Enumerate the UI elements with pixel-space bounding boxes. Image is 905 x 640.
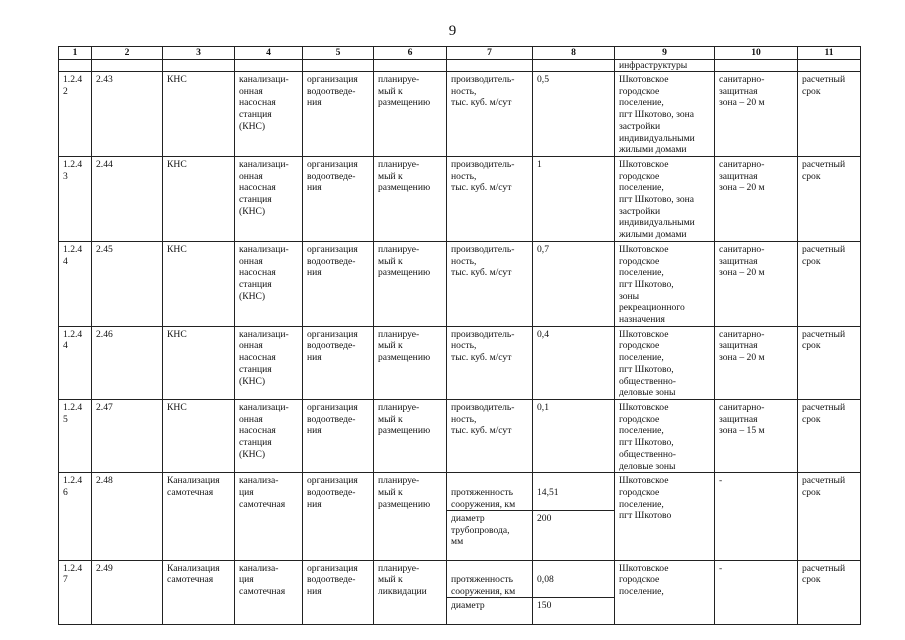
cell-type: канализаци- онная насосная станция (КНС) xyxy=(235,241,303,326)
cell-name: КНС xyxy=(163,399,235,472)
header-cell: 5 xyxy=(303,47,374,60)
cell-zone: санитарно- защитная зона – 20 м xyxy=(715,326,798,399)
cell-status: планируе- мый к размещению xyxy=(374,156,447,241)
cell-characteristic: производитель- ность, тыс. куб. м/сут xyxy=(447,72,533,157)
cell-value xyxy=(533,473,615,561)
cell-index: 2.43 xyxy=(92,72,163,157)
cell-name: Канализация самотечная xyxy=(163,560,235,624)
cell-index: 2.44 xyxy=(92,156,163,241)
header-cell: 7 xyxy=(447,47,533,60)
characteristic-diameter: диаметр xyxy=(451,600,485,612)
cell-name: КНС xyxy=(163,241,235,326)
cell-number: 1.2.4 4 xyxy=(59,326,92,399)
table-cell xyxy=(303,60,374,72)
cell-name: КНС xyxy=(163,326,235,399)
cell-status: планируе- мый к размещению xyxy=(374,399,447,472)
cell-characteristic: производитель- ность, тыс. куб. м/сут xyxy=(447,326,533,399)
cell-term: расчетный срок xyxy=(798,72,861,157)
cell-purpose: организация водоотведе- ния xyxy=(303,156,374,241)
cell-characteristic: производитель- ность, тыс. куб. м/сут xyxy=(447,399,533,472)
table-row xyxy=(59,326,861,399)
header-cell: 3 xyxy=(163,47,235,60)
cell-zone: санитарно- защитная зона – 20 м xyxy=(715,72,798,157)
cell-name: КНС xyxy=(163,156,235,241)
value-diameter: 150 xyxy=(537,600,552,612)
value-length: 0,08 xyxy=(533,572,614,598)
cell-location: Шкотовское городское поселение, пгт Шкотово, общественно- деловые зоны xyxy=(615,326,715,399)
data-table xyxy=(58,46,861,625)
header-cell: 10 xyxy=(715,47,798,60)
continuation-cell: инфраструктуры xyxy=(615,60,715,72)
cell-location: Шкотовское городское поселение, пгт Шкотово, зоны рекреационного назначения xyxy=(615,241,715,326)
cell-location: Шкотовское городское поселение, пгт Шкотово, зона застройки индивидуальными жилыми домами xyxy=(615,156,715,241)
table-row xyxy=(59,473,861,561)
cell-zone: - xyxy=(715,560,798,624)
cell-number: 1.2.4 2 xyxy=(59,72,92,157)
cell-type: канализаци- онная насосная станция (КНС) xyxy=(235,326,303,399)
cell-purpose: организация водоотведе- ния xyxy=(303,241,374,326)
table-cell xyxy=(533,60,615,72)
cell-purpose: организация водоотведе- ния xyxy=(303,72,374,157)
cell-number: 1.2.4 6 xyxy=(59,473,92,561)
table-cell xyxy=(374,60,447,72)
cell-type: канализаци- онная насосная станция (КНС) xyxy=(235,156,303,241)
table-row xyxy=(59,399,861,472)
cell-type: канализаци- онная насосная станция (КНС) xyxy=(235,72,303,157)
table-cell xyxy=(715,60,798,72)
table-row xyxy=(59,560,861,624)
cell-name: Канализация самотечная xyxy=(163,473,235,561)
cell-location: Шкотовское городское поселение, пгт Шкотово, общественно- деловые зоны xyxy=(615,399,715,472)
cell-index: 2.45 xyxy=(92,241,163,326)
header-row xyxy=(59,47,861,60)
table-row xyxy=(59,241,861,326)
cell-number: 1.2.4 7 xyxy=(59,560,92,624)
header-cell: 2 xyxy=(92,47,163,60)
value-diameter: 200 xyxy=(537,512,552,524)
table-cell xyxy=(92,60,163,72)
cell-index: 2.46 xyxy=(92,326,163,399)
table-cell xyxy=(798,60,861,72)
cell-index: 2.47 xyxy=(92,399,163,472)
cell-number: 1.2.4 3 xyxy=(59,156,92,241)
header-cell: 9 xyxy=(615,47,715,60)
cell-type: канализаци- онная насосная станция (КНС) xyxy=(235,399,303,472)
characteristic-diameter: диаметр трубопровода, мм xyxy=(451,512,510,548)
header-cell: 1 xyxy=(59,47,92,60)
cell-index: 2.48 xyxy=(92,473,163,561)
cell-term: расчетный срок xyxy=(798,473,861,561)
cell-number: 1.2.4 5 xyxy=(59,399,92,472)
cell-type: канализа- ция самотечная xyxy=(235,560,303,624)
header-cell: 6 xyxy=(374,47,447,60)
continuation-row xyxy=(59,60,861,72)
cell-type: канализа- ция самотечная xyxy=(235,473,303,561)
cell-status: планируе- мый к размещению xyxy=(374,326,447,399)
table-cell xyxy=(447,60,533,72)
cell-purpose: организация водоотведе- ния xyxy=(303,560,374,624)
header-cell: 4 xyxy=(235,47,303,60)
cell-zone: санитарно- защитная зона – 20 м xyxy=(715,156,798,241)
cell-term: расчетный срок xyxy=(798,156,861,241)
cell-purpose: организация водоотведе- ния xyxy=(303,399,374,472)
cell-characteristic: производитель- ность, тыс. куб. м/сут xyxy=(447,241,533,326)
cell-term: расчетный срок xyxy=(798,399,861,472)
cell-status: планируе- мый к размещению xyxy=(374,72,447,157)
cell-value: 0,7 xyxy=(533,241,615,326)
table-cell xyxy=(163,60,235,72)
cell-value: 0,5 xyxy=(533,72,615,157)
cell-status: планируе- мый к размещению xyxy=(374,473,447,561)
table-cell xyxy=(59,60,92,72)
cell-value: 0,4 xyxy=(533,326,615,399)
cell-zone: - xyxy=(715,473,798,561)
table-row xyxy=(59,156,861,241)
cell-characteristic xyxy=(447,473,533,561)
cell-term: расчетный срок xyxy=(798,560,861,624)
cell-number: 1.2.4 4 xyxy=(59,241,92,326)
table-cell xyxy=(235,60,303,72)
cell-name: КНС xyxy=(163,72,235,157)
cell-term: расчетный срок xyxy=(798,241,861,326)
cell-value: 0,1 xyxy=(533,399,615,472)
page-number: 9 xyxy=(448,23,457,39)
cell-location: Шкотовское городское поселение, пгт Шкотово xyxy=(615,473,715,561)
cell-value: 1 xyxy=(533,156,615,241)
cell-zone: санитарно- защитная зона – 20 м xyxy=(715,241,798,326)
cell-location: Шкотовское городское поселение, xyxy=(615,560,715,624)
table-row xyxy=(59,72,861,157)
cell-index: 2.49 xyxy=(92,560,163,624)
cell-value xyxy=(533,560,615,624)
cell-characteristic: производитель- ность, тыс. куб. м/сут xyxy=(447,156,533,241)
header-cell: 11 xyxy=(798,47,861,60)
cell-characteristic xyxy=(447,560,533,624)
value-length: 14,51 xyxy=(533,485,614,511)
characteristic-length: протяженность сооружения, км xyxy=(447,572,532,598)
cell-zone: санитарно- защитная зона – 15 м xyxy=(715,399,798,472)
cell-purpose: организация водоотведе- ния xyxy=(303,473,374,561)
cell-purpose: организация водоотведе- ния xyxy=(303,326,374,399)
cell-term: расчетный срок xyxy=(798,326,861,399)
header-cell: 8 xyxy=(533,47,615,60)
cell-location: Шкотовское городское поселение, пгт Шкотово, зона застройки индивидуальными жилыми домами xyxy=(615,72,715,157)
cell-status: планируе- мый к ликвидации xyxy=(374,560,447,624)
characteristic-length: протяженность сооружения, км xyxy=(447,485,532,511)
cell-status: планируе- мый к размещению xyxy=(374,241,447,326)
